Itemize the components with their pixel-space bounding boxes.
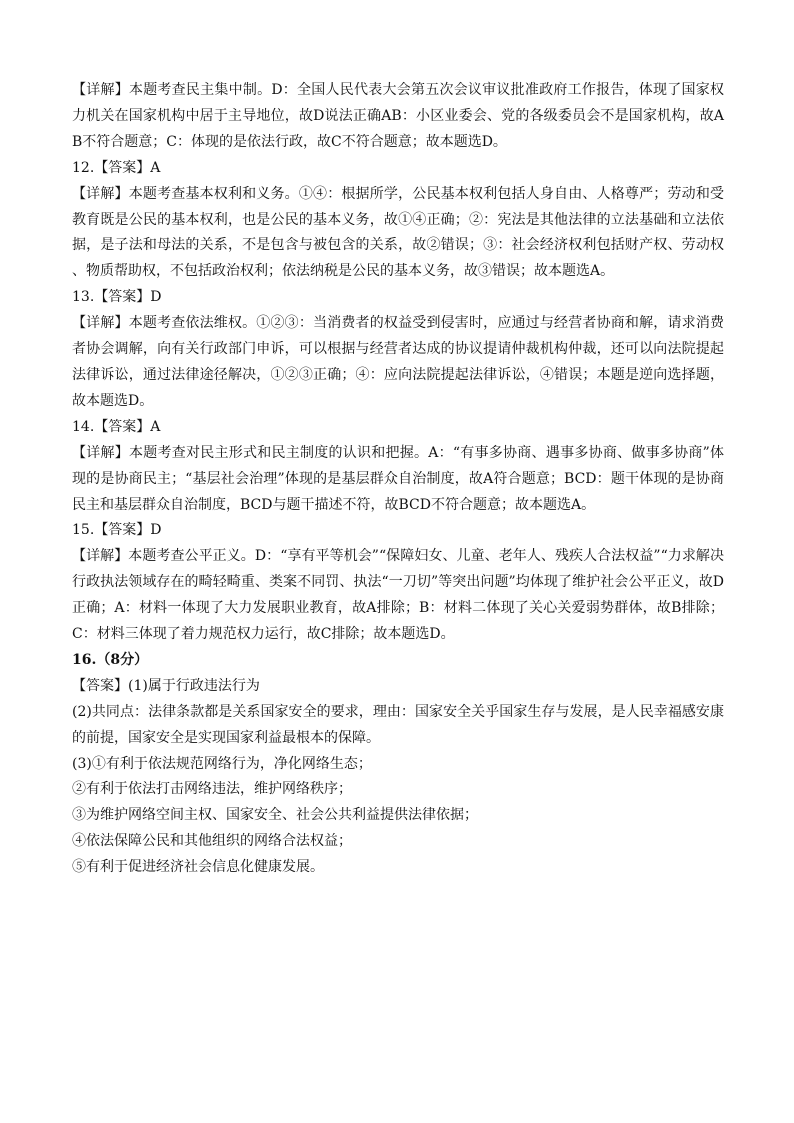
answer-q16-part3-item1: (3)①有利于依法规范网络行为，净化网络生态； [72,755,372,772]
answer-q16-part3-item3: ③为维护网络空间主权、国家安全、社会公共利益提供法律依据； [72,807,478,824]
answer-document [72,78,724,881]
explanation-q12: 【详解】本题考查基本权利和义务。①④：根据所学，公民基本权利包括人身自由、人格尊严；劳动和受教育既是公民的基本权利，也是公民的基本义务，故①④正确；②：宪法是其他法律的立法基础和立法依据，是子法和母法的关系，不是包含与被包含的关系，故②错误；③：社会经济权利包括财产权、劳动权、物质帮助权，不包括政治权利；依法纳税是公民的基本义务，故③错误；故本题选A。 [72,185,724,280]
answer-q16-part3-item4: ④依法保障公民和其他组织的网络合法权益； [72,833,352,850]
answer-q16-part3-item2: ②有利于依法打击网络违法，维护网络秩序； [72,781,352,798]
answer-q13: 13.【答案】D [72,289,162,306]
answer-q14: 14.【答案】A [72,418,161,435]
answer-q16-part2: (2)共同点：法律条款都是关系国家安全的要求，理由：国家安全关乎国家生存与发展，是人民幸福感安康的前提，国家安全是实现国家利益最根本的保障。 [72,703,724,746]
answer-q12: 12.【答案】A [72,159,161,176]
answer-q16-part3-item5: ⑤有利于促进经济社会信息化健康发展。 [72,859,324,876]
answer-q16-part1: 【答案】(1)属于行政违法行为 [72,677,260,694]
question-16-heading: 16.（8分） [72,651,149,668]
answer-q15: 15.【答案】D [72,522,162,539]
explanation-q14: 【详解】本题考查对民主形式和民主制度的认识和把握。A：“有事多协商、遇事多协商、做事多协商”体现的是协商民主；“基层社会治理”体现的是基层群众自治制度，故A符合题意；BCD：题干体现的是协商民主和基层群众自治制度，BCD与题干描述不符，故BCD不符合题意；故本题选A。 [72,444,724,513]
explanation-q11: 【详解】本题考查民主集中制。D：全国人民代表大会第五次会议审议批准政府工作报告，体现了国家权力机关在国家机构中居于主导地位，故D说法正确AB：小区业委会、党的各级委员会不是国家机构，故AB不符合题意；C：体现的是依法行政，故C不符合题意；故本题选D。 [72,82,724,150]
explanation-q13: 【详解】本题考查依法维权。①②③：当消费者的权益受到侵害时，应通过与经营者协商和解，请求消费者协会调解，向有关行政部门申诉，可以根据与经营者达成的协议提请仲裁机构仲裁，还可以向法院提起法律诉讼，通过法律途径解决，①②③正确；④：应向法院提起法律诉讼，④错误；本题是逆向选择题，故本题选D。 [72,315,724,409]
explanation-q15: 【详解】本题考查公平正义。D：“享有平等机会”“保障妇女、儿童、老年人、残疾人合法权益”“力求解决行政执法领域存在的畸轻畸重、类案不同罚、执法“一刀切”等突出问题”均体现了维护社会公平正义，故D正确；A：材料一体现了大力发展职业教育，故A排除；B：材料二体现了关心关爱弱势群体，故B排除；C：材料三体现了着力规范权力运行，故C排除；故本题选D。 [72,548,724,643]
